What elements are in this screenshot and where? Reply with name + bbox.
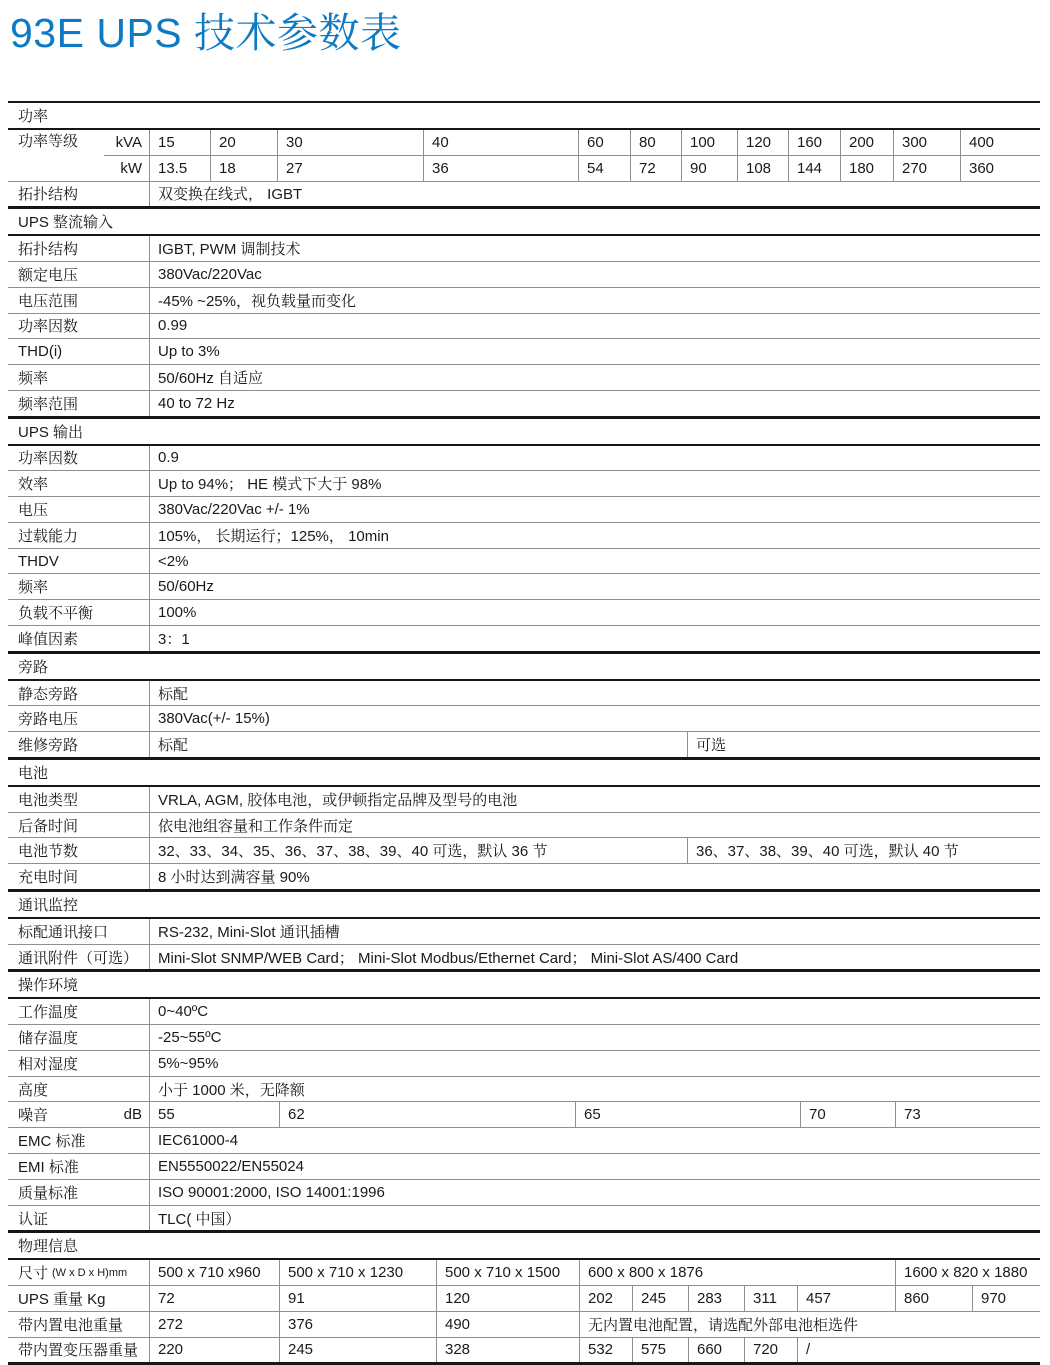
row-label bbox=[8, 1051, 149, 1076]
spec-cell: 380Vac/220Vac +/- 1% bbox=[149, 497, 1040, 522]
spec-cell: 30 bbox=[277, 130, 423, 155]
spec-cell: 245 bbox=[279, 1338, 436, 1363]
row-label bbox=[8, 1206, 149, 1231]
row-label-text: 质量标准 bbox=[18, 1184, 79, 1202]
row-label-text: 储存温度 bbox=[18, 1029, 79, 1047]
spec-cell: 小于 1000 米，无降额 bbox=[149, 1077, 1040, 1102]
row-label-text: 高度 bbox=[18, 1081, 49, 1099]
spec-cell: Up to 3% bbox=[149, 339, 1040, 364]
spec-cell: 91 bbox=[279, 1286, 436, 1311]
table-row bbox=[8, 864, 1040, 889]
row-label bbox=[8, 339, 149, 364]
spec-cell: 40 bbox=[423, 130, 578, 155]
spec-cell: 双变换在线式， IGBT bbox=[149, 182, 1040, 207]
spec-table bbox=[8, 101, 1040, 1365]
row-label-text: 过载能力 bbox=[18, 527, 79, 545]
table-row bbox=[8, 523, 1040, 549]
section-header bbox=[8, 892, 1040, 919]
row-label bbox=[8, 236, 149, 261]
row-label bbox=[8, 1154, 149, 1179]
spec-section bbox=[8, 419, 1040, 654]
table-row bbox=[8, 1128, 1040, 1154]
table-row bbox=[8, 999, 1040, 1025]
row-label-text: 带内置电池重量 bbox=[18, 1316, 124, 1334]
row-label bbox=[8, 365, 149, 390]
section-header bbox=[8, 419, 1040, 446]
row-label bbox=[8, 1102, 104, 1127]
spec-cell: 532 bbox=[579, 1338, 632, 1363]
spec-cell: 54 bbox=[578, 156, 630, 181]
table-row bbox=[8, 471, 1040, 497]
spec-cell: 600 x 800 x 1876 bbox=[579, 1260, 895, 1285]
table-row bbox=[8, 787, 1040, 813]
row-label-text: 频率范围 bbox=[18, 395, 79, 413]
row-label-text: 频率 bbox=[18, 370, 49, 387]
spec-cell: 100% bbox=[149, 600, 1040, 625]
spec-cell: 270 bbox=[893, 156, 960, 181]
section-title: 功率 bbox=[18, 108, 49, 126]
spec-cell: 80 bbox=[630, 130, 681, 155]
row-label-text: 电池节数 bbox=[18, 843, 79, 861]
row-label-text: 静态旁路 bbox=[18, 685, 79, 703]
table-row bbox=[8, 838, 1040, 864]
table-row bbox=[8, 1260, 1040, 1286]
table-row bbox=[8, 1077, 1040, 1103]
spec-cell: 311 bbox=[744, 1286, 797, 1311]
spec-cell: 27 bbox=[277, 156, 423, 181]
subrow-column bbox=[104, 130, 1040, 181]
row-label bbox=[8, 681, 149, 706]
spec-cell: 18 bbox=[210, 156, 277, 181]
spec-cell: VRLA, AGM, 胶体电池，或伊顿指定品牌及型号的电池 bbox=[149, 787, 1040, 812]
table-row bbox=[8, 446, 1040, 472]
row-label-text: 拓扑结构 bbox=[18, 186, 79, 204]
table-row bbox=[8, 262, 1040, 288]
spec-cell: 400 bbox=[960, 130, 1040, 155]
row-label bbox=[8, 523, 149, 548]
spec-cell: 62 bbox=[279, 1102, 575, 1127]
spec-cell: IEC61000-4 bbox=[149, 1128, 1040, 1153]
spec-cell: 65 bbox=[575, 1102, 800, 1127]
row-label bbox=[8, 574, 149, 599]
row-label bbox=[8, 864, 149, 889]
spec-cell: 73 bbox=[895, 1102, 1040, 1127]
row-unit-label: kW bbox=[120, 159, 142, 177]
spec-cell: 457 bbox=[797, 1286, 895, 1311]
section-title: UPS 整流输入 bbox=[18, 214, 114, 232]
spec-cell: Up to 94%； HE 模式下大于 98% bbox=[149, 471, 1040, 496]
table-row bbox=[8, 919, 1040, 945]
table-row bbox=[8, 1025, 1040, 1051]
table-row bbox=[8, 182, 1040, 207]
spec-cell: 108 bbox=[737, 156, 788, 181]
table-row bbox=[8, 574, 1040, 600]
row-label-text: 效率 bbox=[18, 476, 49, 494]
spec-cell: 3：1 bbox=[149, 626, 1040, 651]
section-header bbox=[8, 1233, 1040, 1260]
spec-section bbox=[8, 760, 1040, 892]
row-label-text: 电池类型 bbox=[18, 791, 79, 809]
spec-cell: 200 bbox=[840, 130, 893, 155]
table-row bbox=[8, 626, 1040, 651]
spec-cell: 202 bbox=[579, 1286, 632, 1311]
row-label bbox=[8, 626, 149, 651]
datasheet-page bbox=[0, 10, 1050, 1365]
spec-cell: 105%， 长期运行；125%， 10min bbox=[149, 523, 1040, 548]
spec-cell: 0~40ºC bbox=[149, 999, 1040, 1024]
row-label bbox=[8, 999, 149, 1024]
spec-cell: 90 bbox=[681, 156, 737, 181]
row-label bbox=[8, 1260, 149, 1285]
table-row bbox=[8, 288, 1040, 314]
table-row bbox=[8, 945, 1040, 970]
table-row bbox=[8, 1206, 1040, 1231]
table-row bbox=[8, 1102, 1040, 1128]
spec-cell: 272 bbox=[149, 1312, 279, 1337]
row-label-text: 相对湿度 bbox=[18, 1055, 79, 1073]
table-row bbox=[8, 497, 1040, 523]
table-row bbox=[8, 706, 1040, 732]
row-unit-label: dB bbox=[123, 1106, 142, 1124]
spec-cell: 15 bbox=[149, 130, 210, 155]
row-label-text: 维修旁路 bbox=[18, 737, 79, 755]
row-label bbox=[8, 1025, 149, 1050]
table-row bbox=[8, 1286, 1040, 1312]
table-row bbox=[8, 1154, 1040, 1180]
table-subrow bbox=[104, 156, 1040, 181]
spec-cell: IGBT, PWM 调制技术 bbox=[149, 236, 1040, 261]
spec-cell: 720 bbox=[744, 1338, 797, 1363]
spec-cell: 970 bbox=[972, 1286, 1040, 1311]
table-row bbox=[8, 681, 1040, 707]
spec-cell: 500 x 710 x960 bbox=[149, 1260, 279, 1285]
table-row bbox=[8, 130, 1040, 182]
spec-cell: 500 x 710 x 1230 bbox=[279, 1260, 436, 1285]
row-label bbox=[8, 446, 149, 471]
row-label bbox=[8, 945, 149, 970]
row-label bbox=[8, 1286, 149, 1311]
spec-section bbox=[8, 1233, 1040, 1365]
row-label-text: UPS 重量 Kg bbox=[18, 1290, 106, 1308]
row-label-text: 通讯附件（可选） bbox=[18, 949, 139, 967]
spec-section bbox=[8, 654, 1040, 760]
spec-cell: 360 bbox=[960, 156, 1040, 181]
row-label-text: 额定电压 bbox=[18, 266, 79, 284]
spec-cell: 8 小时达到满容量 90% bbox=[149, 864, 1040, 889]
spec-cell: 220 bbox=[149, 1338, 279, 1363]
spec-cell: 0.99 bbox=[149, 314, 1040, 339]
row-label-text: 拓扑结构 bbox=[18, 241, 79, 259]
spec-cell: 1600 x 820 x 1880 bbox=[895, 1260, 1040, 1285]
spec-cell: 5%~95% bbox=[149, 1051, 1040, 1076]
table-row bbox=[8, 391, 1040, 416]
row-label-text: THD(i) bbox=[18, 343, 63, 361]
table-subrow bbox=[104, 130, 1040, 156]
spec-cell: 40 to 72 Hz bbox=[149, 391, 1040, 416]
spec-cell: 13.5 bbox=[149, 156, 210, 181]
row-label-text: 功率等级 bbox=[18, 132, 79, 150]
row-label-text: 峰值因素 bbox=[18, 630, 79, 648]
row-label bbox=[8, 838, 149, 863]
row-label bbox=[8, 471, 149, 496]
row-label-text: 电压范围 bbox=[18, 292, 79, 310]
spec-cell: 490 bbox=[436, 1312, 579, 1337]
row-label-text: 电压 bbox=[18, 501, 49, 519]
spec-cell: 328 bbox=[436, 1338, 579, 1363]
spec-cell: 70 bbox=[800, 1102, 895, 1127]
spec-cell: 20 bbox=[210, 130, 277, 155]
row-label bbox=[8, 600, 149, 625]
spec-section bbox=[8, 972, 1040, 1233]
spec-cell: TLC( 中国） bbox=[149, 1206, 1040, 1231]
section-title: 电池 bbox=[18, 764, 49, 782]
spec-cell: 380Vac(+/- 15%) bbox=[149, 706, 1040, 731]
row-label-text: 工作温度 bbox=[18, 1004, 79, 1022]
spec-cell: 标配 bbox=[149, 681, 1040, 706]
spec-section bbox=[8, 209, 1040, 418]
row-label bbox=[8, 182, 149, 207]
spec-cell: / bbox=[797, 1338, 1040, 1363]
spec-cell: 120 bbox=[737, 130, 788, 155]
spec-cell: 36、37、38、39、40 可选，默认 40 节 bbox=[687, 838, 1040, 863]
section-title: 操作环境 bbox=[18, 977, 79, 995]
spec-cell: <2% bbox=[149, 549, 1040, 574]
row-label bbox=[8, 732, 149, 757]
row-label-text: 频率 bbox=[18, 579, 49, 597]
row-label bbox=[8, 130, 104, 181]
spec-cell: 660 bbox=[688, 1338, 744, 1363]
row-label bbox=[8, 497, 149, 522]
row-label bbox=[8, 262, 149, 287]
row-label-text: 认证 bbox=[18, 1210, 49, 1228]
table-row bbox=[8, 339, 1040, 365]
table-row bbox=[8, 1338, 1040, 1363]
row-label bbox=[8, 813, 149, 838]
spec-cell: 245 bbox=[632, 1286, 688, 1311]
spec-cell: 376 bbox=[279, 1312, 436, 1337]
table-row bbox=[8, 1051, 1040, 1077]
spec-cell: 50/60Hz bbox=[149, 574, 1040, 599]
row-label-text: 标配通讯接口 bbox=[18, 923, 109, 941]
spec-cell: 160 bbox=[788, 130, 840, 155]
section-title: 物理信息 bbox=[18, 1238, 79, 1256]
row-label bbox=[8, 314, 149, 339]
row-label bbox=[8, 787, 149, 812]
row-label bbox=[8, 1338, 149, 1363]
spec-cell: 100 bbox=[681, 130, 737, 155]
row-label-text: THDV bbox=[18, 552, 59, 570]
row-unit-label: kVA bbox=[115, 133, 142, 151]
row-label-text: EMI 标准 bbox=[18, 1158, 79, 1176]
page-title: 93E UPS 技术参数表 bbox=[10, 10, 402, 56]
spec-cell: -45% ~25%，视负载量而变化 bbox=[149, 288, 1040, 313]
row-label bbox=[8, 1128, 149, 1153]
spec-cell: 无内置电池配置，请选配外部电池柜选件 bbox=[579, 1312, 1040, 1337]
spec-cell: 283 bbox=[688, 1286, 744, 1311]
spec-cell: -25~55ºC bbox=[149, 1025, 1040, 1050]
row-label bbox=[8, 1180, 149, 1205]
spec-cell: 120 bbox=[436, 1286, 579, 1311]
table-row bbox=[8, 314, 1040, 340]
table-row bbox=[8, 1180, 1040, 1206]
section-header bbox=[8, 654, 1040, 681]
spec-cell: 575 bbox=[632, 1338, 688, 1363]
spec-cell: 500 x 710 x 1500 bbox=[436, 1260, 579, 1285]
spec-cell: RS-232, Mini-Slot 通讯插槽 bbox=[149, 919, 1040, 944]
spec-cell: EN5550022/EN55024 bbox=[149, 1154, 1040, 1179]
spec-section bbox=[8, 892, 1040, 972]
row-label bbox=[8, 549, 149, 574]
spec-cell: 55 bbox=[149, 1102, 279, 1127]
row-label bbox=[8, 1077, 149, 1102]
row-label-text: 带内置变压器重量 bbox=[18, 1342, 139, 1360]
row-label-text: 功率因数 bbox=[18, 450, 79, 468]
row-label-text: 后备时间 bbox=[18, 817, 79, 835]
table-row bbox=[8, 365, 1040, 391]
spec-cell: 标配 bbox=[149, 732, 687, 757]
row-label-text: EMC 标准 bbox=[18, 1133, 86, 1151]
row-label bbox=[8, 706, 149, 731]
spec-cell: 依电池组容量和工作条件而定 bbox=[149, 813, 1040, 838]
spec-cell: 380Vac/220Vac bbox=[149, 262, 1040, 287]
spec-cell: 180 bbox=[840, 156, 893, 181]
section-title: 通讯监控 bbox=[18, 896, 79, 914]
table-row bbox=[8, 236, 1040, 262]
table-row bbox=[8, 1312, 1040, 1338]
spec-cell: 36 bbox=[423, 156, 578, 181]
section-title: UPS 输出 bbox=[18, 423, 84, 441]
row-label-text: 负载不平衡 bbox=[18, 605, 94, 623]
spec-cell: 50/60Hz 自适应 bbox=[149, 365, 1040, 390]
table-row bbox=[8, 813, 1040, 839]
table-row bbox=[8, 732, 1040, 757]
spec-cell: 72 bbox=[149, 1286, 279, 1311]
spec-cell: Mini-Slot SNMP/WEB Card； Mini-Slot Modbus/Ethernet Card； Mini-Slot AS/400 Card bbox=[149, 945, 1040, 970]
row-label-text: 功率因数 bbox=[18, 318, 79, 336]
spec-cell: 0.9 bbox=[149, 446, 1040, 471]
row-label bbox=[8, 391, 149, 416]
row-label-text: 旁路电压 bbox=[18, 711, 79, 729]
row-label-small: (W x D x H)mm bbox=[52, 1266, 128, 1279]
spec-cell: 144 bbox=[788, 156, 840, 181]
section-header bbox=[8, 972, 1040, 999]
spec-cell: 32、33、34、35、36、37、38、39、40 可选，默认 36 节 bbox=[149, 838, 687, 863]
row-label-text: 噪音 bbox=[18, 1107, 49, 1125]
row-label bbox=[8, 288, 149, 313]
spec-cell: 可选 bbox=[687, 732, 1040, 757]
spec-cell: 300 bbox=[893, 130, 960, 155]
section-header bbox=[8, 103, 1040, 130]
spec-cell: 72 bbox=[630, 156, 681, 181]
spec-cell: ISO 90001:2000, ISO 14001:1996 bbox=[149, 1180, 1040, 1205]
row-label bbox=[8, 919, 149, 944]
row-label bbox=[8, 1312, 149, 1337]
row-label-text: 尺寸 bbox=[18, 1265, 49, 1283]
table-row bbox=[8, 600, 1040, 626]
row-label-text: 充电时间 bbox=[18, 869, 79, 887]
section-header bbox=[8, 209, 1040, 236]
section-header bbox=[8, 760, 1040, 787]
spec-section bbox=[8, 103, 1040, 209]
table-row bbox=[8, 549, 1040, 575]
spec-cell: 860 bbox=[895, 1286, 972, 1311]
section-title: 旁路 bbox=[18, 658, 49, 676]
spec-cell: 60 bbox=[578, 130, 630, 155]
